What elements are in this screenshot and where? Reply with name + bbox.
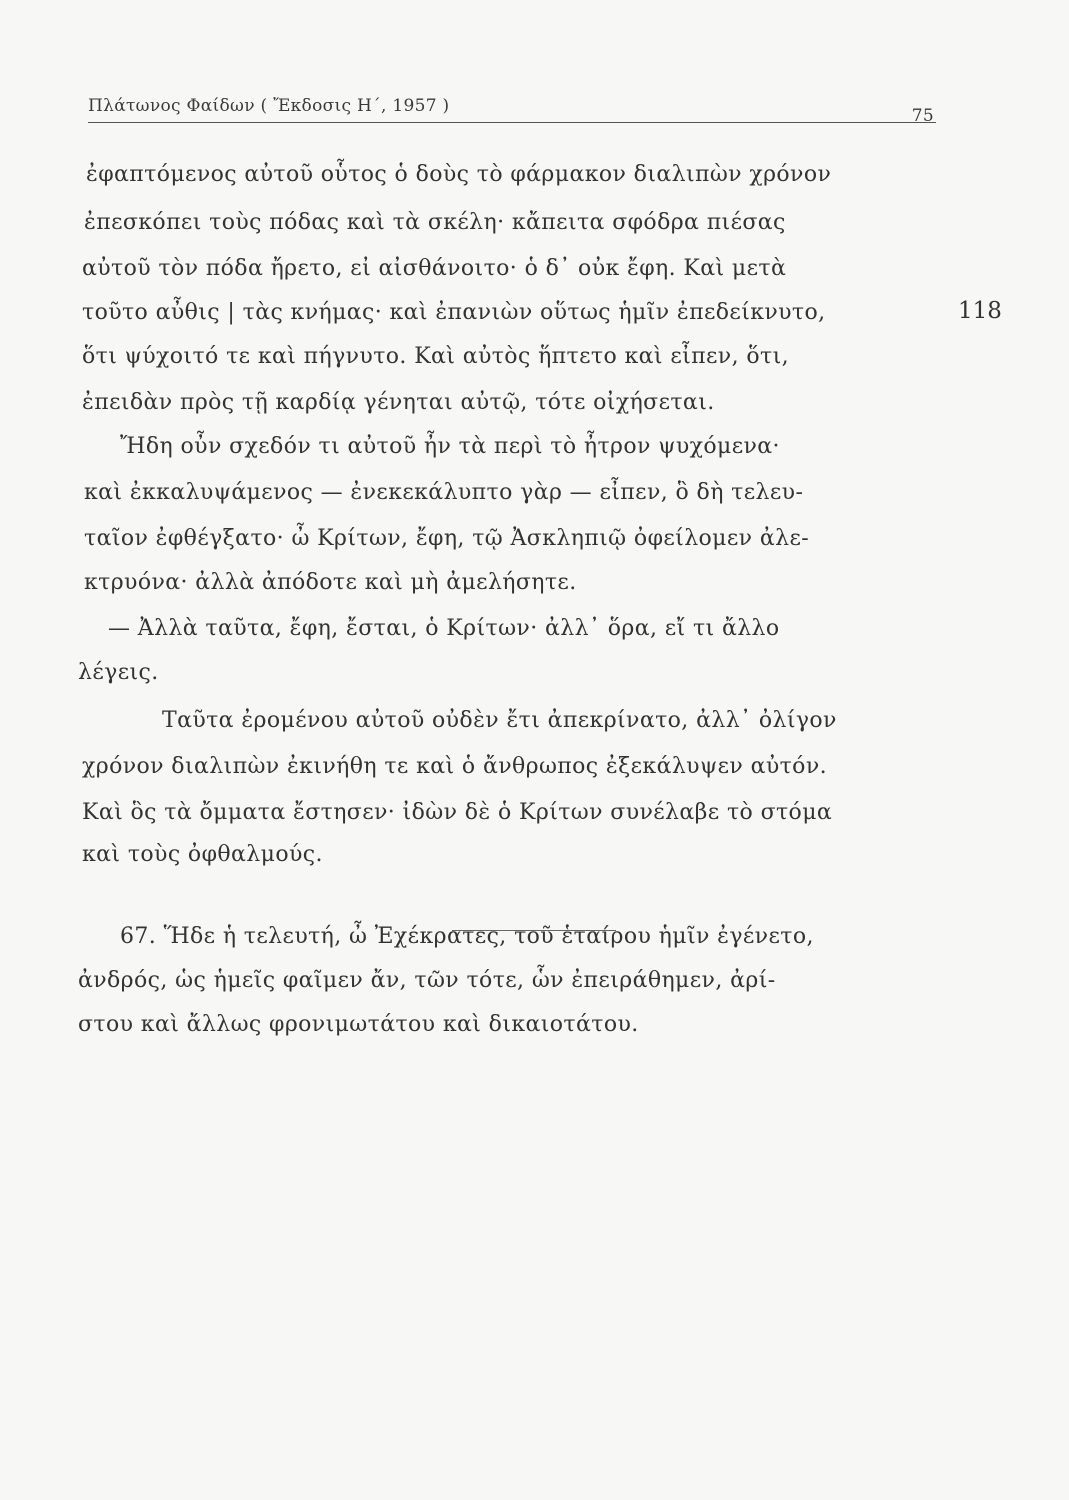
text-line: ἐπειδὰν πρὸς τῇ καρδίᾳ γένηται αὐτῷ, τότε οἰχήσεται. [82, 390, 715, 415]
text-line: αὐτοῦ τὸν πόδα ἤρετο, εἰ αἰσθάνοιτο· ὁ δ᾽ οὐκ ἔφη. Καὶ μετὰ [82, 256, 787, 281]
page-number: 75 [911, 106, 934, 126]
text-line: — Ἀλλὰ ταῦτα, ἔφη, ἔσται, ὁ Κρίτων· ἀλλ᾽ ὅρα, εἴ τι ἄλλο [108, 616, 780, 641]
margin-reference-number: 118 [958, 298, 1002, 324]
running-head [88, 96, 936, 126]
text-line: ἐπεσκόπει τοὺς πόδας καὶ τὰ σκέλη· κἄπειτα σφόδρα πιέσας [84, 210, 786, 235]
text-line: καὶ ἐκκαλυψάμενος — ἐνεκεκάλυπτο γὰρ — εἶπεν, ὃ δὴ τελευ- [84, 480, 804, 505]
text-line: τοῦτο αὖθις | τὰς κνήμας· καὶ ἐπανιὼν οὕτως ἡμῖν ἐπεδείκνυτο, [82, 300, 826, 325]
text-line: χρόνον διαλιπὼν ἐκινήθη τε καὶ ὁ ἄνθρωπος ἐξεκάλυψεν αὐτόν. [82, 754, 827, 779]
text-line: Ταῦτα ἐρομένου αὐτοῦ οὐδὲν ἔτι ἀπεκρίνατο, ἀλλ᾽ ὀλίγον [162, 708, 837, 733]
text-line: ὅτι ψύχοιτό τε καὶ πήγνυτο. Καὶ αὐτὸς ἥπτετο καὶ εἶπεν, ὅτι, [82, 344, 789, 369]
text-line: στου καὶ ἄλλως φρονιμωτάτου καὶ δικαιοτάτου. [78, 1012, 639, 1037]
text-line: ἀνδρός, ὡς ἡμεῖς φαῖμεν ἄν, τῶν τότε, ὧν ἐπειράθημεν, ἀρί- [78, 968, 776, 993]
text-line: 67. Ἥδε ἡ τελευτή, ὦ Ἐχέκρατες, τοῦ ἑταίρου ἡμῖν ἐγένετο, [120, 924, 814, 949]
running-title: Πλάτωνος Φαίδων ( Ἔκδοσις Η΄, 1957 ) [88, 96, 450, 116]
text-line: καὶ τοὺς ὀφθαλμούς. [82, 842, 323, 867]
text-line: Καὶ ὃς τὰ ὄμματα ἔστησεν· ἰδὼν δὲ ὁ Κρίτων συνέλαβε τὸ στόμα [82, 800, 833, 825]
text-line: λέγεις. [78, 660, 159, 685]
text-line: Ἤδη οὖν σχεδόν τι αὐτοῦ ἦν τὰ περὶ τὸ ἦτρον ψυχόμενα· [120, 434, 780, 459]
end-rule [452, 930, 616, 931]
text-line: ταῖον ἐφθέγξατο· ὦ Κρίτων, ἔφη, τῷ Ἀσκληπιῷ ὀφείλομεν ἀλε- [84, 526, 810, 551]
text-line: ἐφαπτόμενος αὐτοῦ οὗτος ὁ δοὺς τὸ φάρμακον διαλιπὼν χρόνον [86, 162, 832, 187]
text-line: κτρυόνα· ἀλλὰ ἀπόδοτε καὶ μὴ ἀμελήσητε. [84, 570, 577, 595]
